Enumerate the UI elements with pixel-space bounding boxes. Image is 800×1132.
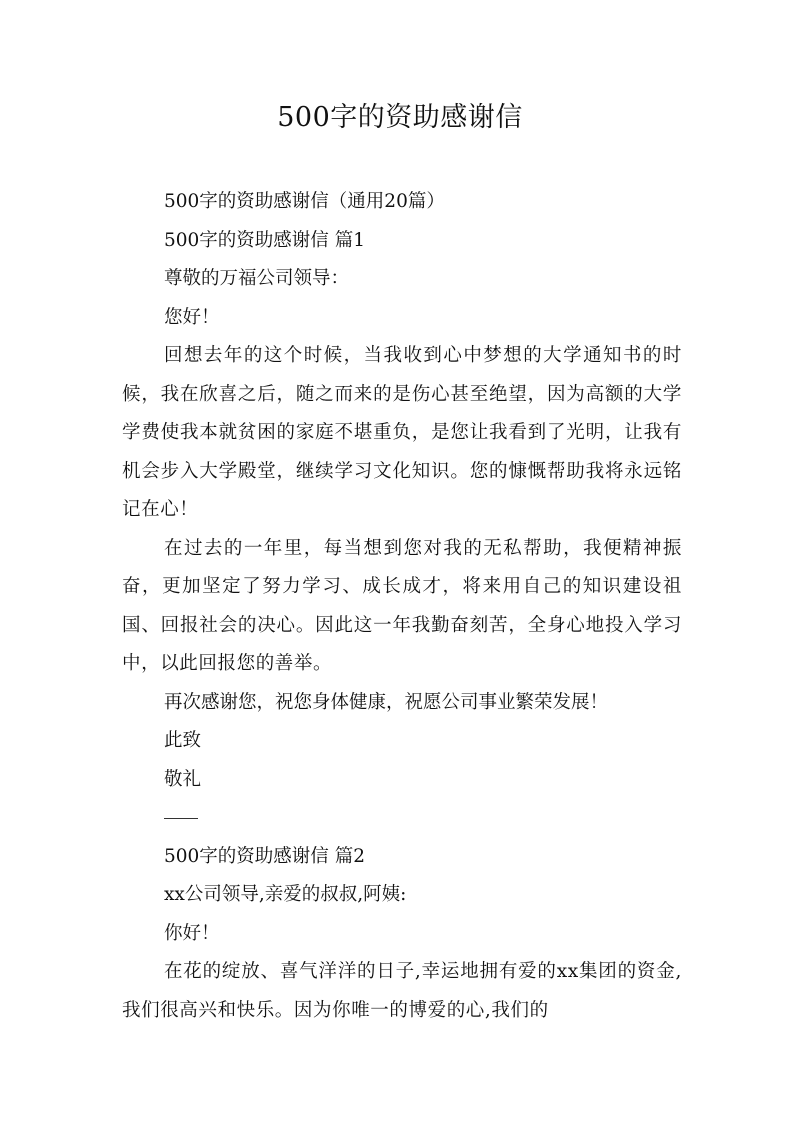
document-title: 500字的资助感谢信 (277, 102, 523, 133)
letter-1-paragraph-1: 回想去年的这个时候，当我收到心中梦想的大学通知书的时候，我在欣喜之后，随之而来的是伤心甚至绝望，因为高额的大学学费使我本就贫困的家庭不堪重负，是您让我看到了光明，让我有机会步入大学殿堂，继续学习文化知识。您的慷慨帮助我将永远铭记在心！ (122, 345, 682, 520)
letter-2-heading: 500字的资助感谢信 篇2 (164, 845, 365, 867)
letter-1-paragraph-3: 再次感谢您，祝您身体健康，祝愿公司事业繁荣发展！ (164, 691, 609, 713)
letter-2-salutation: xx公司领导,亲爱的叔叔,阿姨: (164, 884, 407, 905)
letter-1-salutation: 尊敬的万福公司领导： (164, 268, 350, 289)
document-body (122, 183, 682, 1030)
letter-2-paragraph-1: 在花的绽放、喜气洋洋的日子,幸运地拥有爱的xx集团的资金,我们很高兴和快乐。因为你唯一的博爱的心,我们的 (122, 961, 682, 1021)
letter-1-closing-1: 此致 (164, 730, 202, 751)
letter-1-closing-2: 敬礼 (164, 768, 202, 790)
section-divider (164, 818, 198, 819)
letter-2-greeting: 你好！ (164, 922, 220, 944)
document-subtitle: 500字的资助感谢信（通用20篇） (164, 191, 445, 212)
letter-1-heading: 500字的资助感谢信 篇1 (164, 229, 365, 251)
letter-1-paragraph-2: 在过去的一年里，每当想到您对我的无私帮助，我便精神振奋，更加坚定了努力学习、成长成才，将来用自己的知识建设祖国、回报社会的决心。因此这一年我勤奋刻苦，全身心地投入学习中，以此回报您的善举。 (122, 537, 682, 674)
letter-1-greeting: 您好！ (164, 306, 220, 328)
